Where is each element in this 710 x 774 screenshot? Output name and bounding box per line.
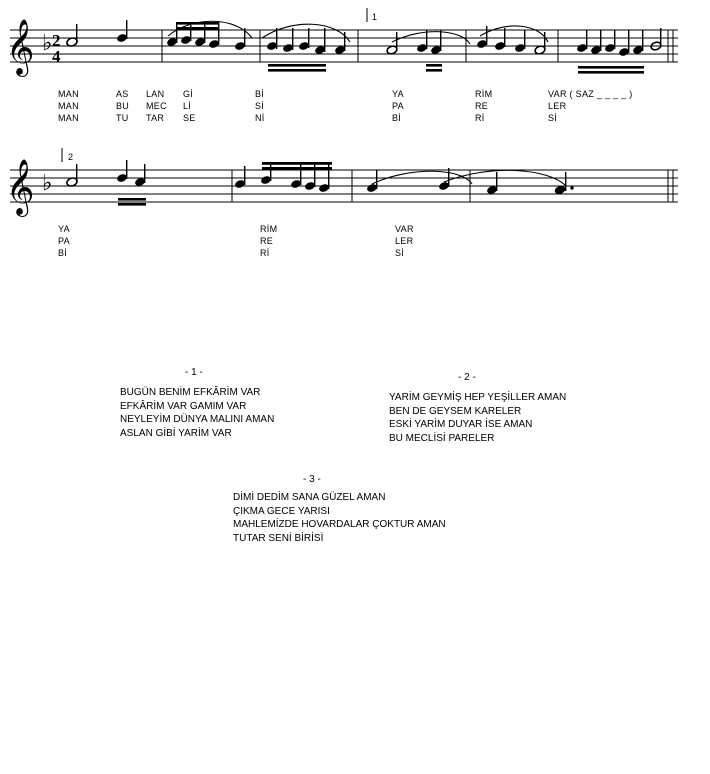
syllable: MAN bbox=[58, 101, 79, 111]
syllable: Bİ bbox=[58, 248, 68, 258]
syllable: PA bbox=[58, 236, 70, 246]
syllable: Nİ bbox=[255, 113, 265, 123]
syllable: YA bbox=[58, 224, 70, 234]
verse-line: ESKİ YARİM DUYAR İSE AMAN bbox=[389, 419, 533, 430]
svg-text:♭: ♭ bbox=[42, 31, 53, 56]
svg-text:𝄞: 𝄞 bbox=[6, 19, 35, 75]
verse-line: ÇIKMA GECE YARISI bbox=[233, 505, 330, 517]
syllable: Rİ bbox=[260, 248, 270, 258]
verse-line: YARİM GEYMİŞ HEP YEŞİLLER AMAN bbox=[389, 392, 567, 403]
svg-text:♭: ♭ bbox=[42, 171, 53, 196]
verse-line: DİMİ DEDİM SANA GÜZEL AMAN bbox=[233, 492, 386, 503]
syllable: Sİ bbox=[395, 248, 405, 258]
syllable-saz-annotation: VAR ( SAZ _ _ _ _ ) bbox=[548, 89, 633, 99]
verse-1-number: - 1 - bbox=[185, 367, 203, 378]
syllable: RE bbox=[260, 236, 274, 246]
verse-2 bbox=[389, 391, 566, 445]
verse-line: NEYLEYİM DÜNYA MALINI AMAN bbox=[120, 414, 275, 425]
syllable: RİM bbox=[260, 224, 278, 234]
verse-line: BEN DE GEYSEM KARELER bbox=[389, 405, 522, 417]
verse-line: TUTAR SENİ BİRİSİ bbox=[233, 532, 324, 544]
staff-system-2 bbox=[0, 148, 700, 223]
syllable: VAR bbox=[395, 224, 414, 234]
syllable: MAN bbox=[58, 89, 79, 99]
syllable: TAR bbox=[146, 113, 165, 123]
verse-line: BUGÜN BENİM EFKÂRİM VAR bbox=[120, 387, 261, 398]
svg-text:1: 1 bbox=[372, 12, 378, 22]
syllable: AS bbox=[116, 89, 129, 99]
syllable: Lİ bbox=[183, 101, 192, 111]
verse-line: BU MECLİSİ PARELER bbox=[389, 432, 495, 444]
svg-text:2: 2 bbox=[52, 31, 61, 50]
verse-line: MAHLEMİZDE HOVARDALAR ÇOKTUR AMAN bbox=[233, 519, 446, 530]
syllable: LAN bbox=[146, 89, 165, 99]
verse-3 bbox=[233, 491, 446, 545]
syllable: PA bbox=[392, 101, 404, 111]
syllable: SE bbox=[183, 113, 196, 123]
syllable: MAN bbox=[58, 113, 79, 123]
verse-line: ASLAN GİBİ YARİM VAR bbox=[120, 427, 232, 439]
verse-3-number: - 3 - bbox=[303, 474, 321, 485]
syllable: Rİ bbox=[475, 113, 485, 123]
syllable: RİM bbox=[475, 89, 493, 99]
syllable: MEC bbox=[146, 101, 167, 111]
syllable: Sİ bbox=[548, 113, 558, 123]
syllable: Sİ bbox=[255, 101, 265, 111]
syllable: TU bbox=[116, 113, 129, 123]
verse-2-number: - 2 - bbox=[458, 372, 476, 383]
svg-text:4: 4 bbox=[52, 47, 61, 66]
verse-1 bbox=[120, 386, 274, 440]
staff-system-1 bbox=[0, 8, 700, 88]
syllable: Bİ bbox=[255, 89, 265, 99]
verse-line: EFKÂRİM VAR GAMIM VAR bbox=[120, 400, 247, 412]
syllable: Bİ bbox=[392, 113, 402, 123]
syllable: LER bbox=[395, 236, 414, 246]
syllable: LER bbox=[548, 101, 567, 111]
syllable: RE bbox=[475, 101, 489, 111]
svg-text:𝄞: 𝄞 bbox=[6, 159, 35, 215]
svg-text:2: 2 bbox=[68, 152, 74, 162]
syllable: BU bbox=[116, 101, 130, 111]
syllable: YA bbox=[392, 89, 404, 99]
syllable: Gİ bbox=[183, 89, 194, 99]
